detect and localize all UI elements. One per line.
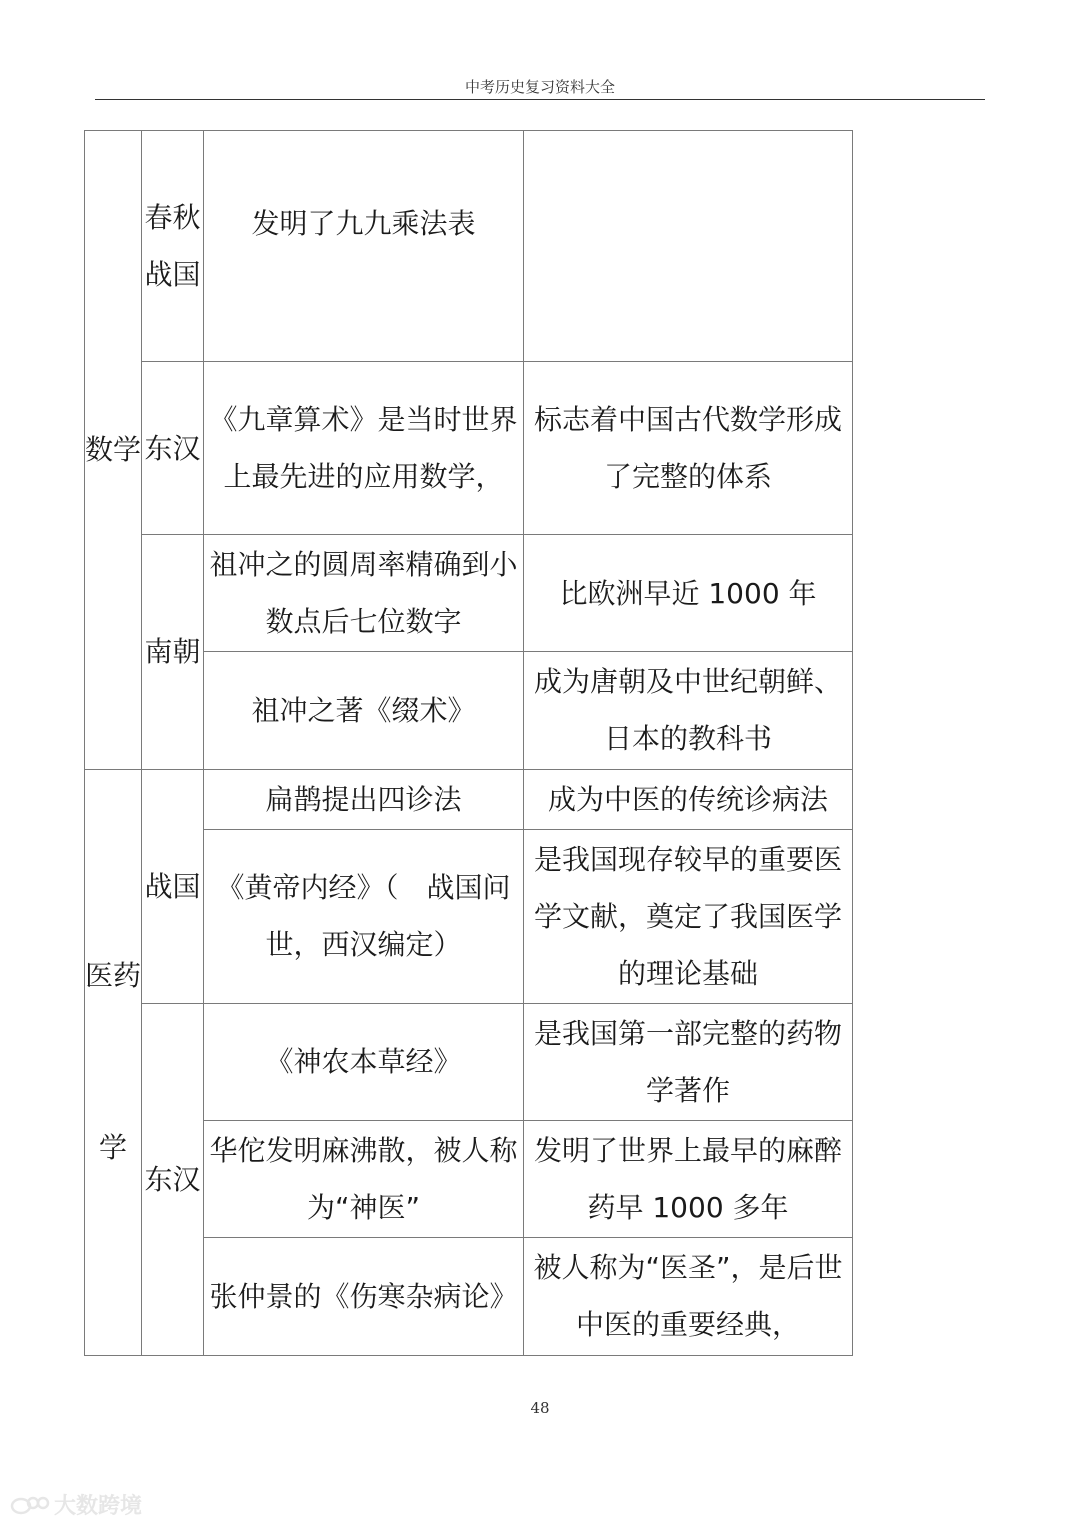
significance-cell: 是我国第一部完整的药物学著作 bbox=[524, 1003, 853, 1120]
achievement-cell: 《九章算术》是当时世界上最先进的应用数学， bbox=[204, 362, 524, 535]
period-cell: 南朝 bbox=[142, 535, 204, 769]
watermark bbox=[10, 1490, 142, 1518]
achievement-cell: 张仲景的《伤寒杂病论》 bbox=[204, 1237, 524, 1355]
achievement-cell: 《黄帝内经》（ 战国问世，西汉编定） bbox=[204, 829, 524, 1003]
achievement-cell: 《神农本草经》 bbox=[204, 1003, 524, 1120]
period-cell: 战国 bbox=[142, 769, 204, 1003]
significance-cell: 是我国现存较早的重要医学文献，奠定了我国医学的理论基础 bbox=[524, 829, 853, 1003]
achievement-cell: 扁鹊提出四诊法 bbox=[204, 769, 524, 829]
significance-cell bbox=[524, 131, 853, 362]
significance-cell: 比欧洲早近 1000 年 bbox=[524, 535, 853, 652]
period-cell: 东汉 bbox=[142, 1003, 204, 1355]
significance-cell: 成为唐朝及中世纪朝鲜、日本的教科书 bbox=[524, 652, 853, 769]
page-number: 48 bbox=[530, 1399, 550, 1417]
weibo-logo-icon bbox=[10, 1491, 50, 1517]
achievement-cell: 祖冲之的圆周率精确到小数点后七位数字 bbox=[204, 535, 524, 652]
header-title: 中考历史复习资料大全 bbox=[464, 78, 615, 96]
achievement-cell: 华佗发明麻沸散，被人称为“神医” bbox=[204, 1120, 524, 1237]
watermark-text: 大数跨境 bbox=[54, 1493, 143, 1519]
table-row bbox=[85, 769, 853, 829]
significance-cell: 被人称为“医圣”，是后世中医的重要经典， bbox=[524, 1237, 853, 1355]
history-table bbox=[84, 130, 853, 1356]
period-cell: 春秋战国 bbox=[142, 131, 204, 362]
table-row bbox=[85, 1003, 853, 1120]
significance-cell: 成为中医的传统诊病法 bbox=[524, 769, 853, 829]
period-cell: 东汉 bbox=[142, 362, 204, 535]
category-cell-math bbox=[85, 131, 142, 770]
header-rule bbox=[95, 99, 985, 100]
significance-cell: 标志着中国古代数学形成了完整的体系 bbox=[524, 362, 853, 535]
category-cell-medicine bbox=[85, 769, 142, 1355]
table-row bbox=[85, 535, 853, 652]
table-row bbox=[85, 362, 853, 535]
category-label: 医药学 bbox=[85, 959, 142, 1165]
achievement-cell: 发明了九九乘法表 bbox=[204, 131, 524, 362]
table-row bbox=[85, 131, 853, 362]
category-label: 数学 bbox=[85, 432, 142, 466]
achievement-cell: 祖冲之著《缀术》 bbox=[204, 652, 524, 769]
significance-cell: 发明了世界上最早的麻醉药早 1000 多年 bbox=[524, 1120, 853, 1237]
